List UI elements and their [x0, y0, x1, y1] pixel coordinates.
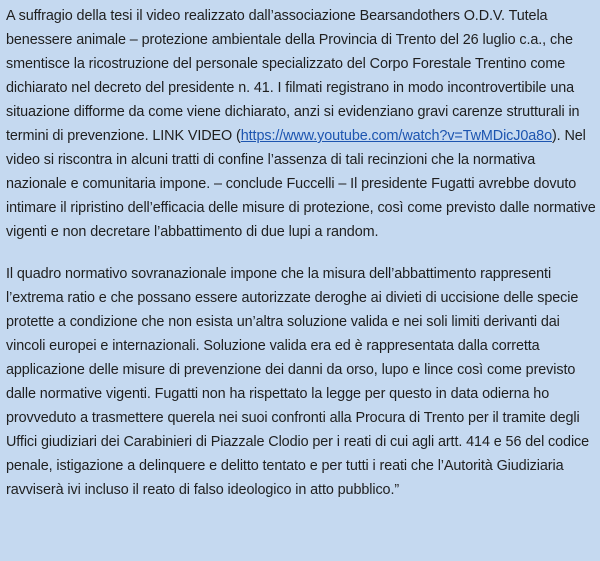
- paragraph-legal-framework: Il quadro normativo sovranazionale impone che la misura dell’abbattimento rappresenti l’extrema ratio e che possano essere autorizzate deroghe ai divieti di uccisione delle specie protette a condizione che non esista un’altra soluzione valida e nei soli limiti derivanti dai vincoli europei e internazionali. Soluzione valida era ed è rappresentata dalla corretta applicazione delle misure di prevenzione dei danni da orso, lupo e lince così come previsto dalle normative vigenti. Fugatti non ha rispettato la legge per questo in data odierna ho provveduto a trasmettere querela nei suoi confronti alla Procura di Trento per il tramite degli Uffici giudiziari dei Carabinieri di Piazzale Clodio per i reati di cui agli artt. 414 e 56 del codice penale, istigazione a delinquere e delitto tentato e per tutti i reati che l’Autorità Giudiziaria ravviserà ivi incluso il reato di falso ideologico in atto pubblico.”: [6, 266, 590, 498]
- paragraph-1-text-after-link: ). Nel video si riscontra in alcuni tratti di confine l’assenza di tali recinzioni che la normativa nazionale e comunitaria impone. – conclude Fuccelli – Il presidente Fugatti avrebbe dovuto intimare il ripristino dell’efficacia delle misure di protezione, così come previsto dalle normative vigenti e non decretare l’abbattimento di due lupi a random.: [6, 128, 596, 240]
- youtube-video-link[interactable]: https://www.youtube.com/watch?v=TwMDicJ0a8o: [240, 128, 552, 144]
- paragraph-video-evidence: [6, 4, 598, 244]
- paragraph-1-text-before-link: A suffragio della tesi il video realizzato dall’associazione Bearsandothers O.D.V. Tutela benessere animale – protezione ambientale della Provincia di Trento del 26 luglio c.a., che smentisce la ricostruzione del personale specializzato del Corpo Forestale Trentino come dichiarato nel decreto del presidente n. 41. I filmati registrano in modo incontrovertibile una situazione difforme da come viene dichiarato, anzi si evidenziano gravi carenze strutturali in termini di prevenzione. LINK VIDEO (: [6, 8, 580, 144]
